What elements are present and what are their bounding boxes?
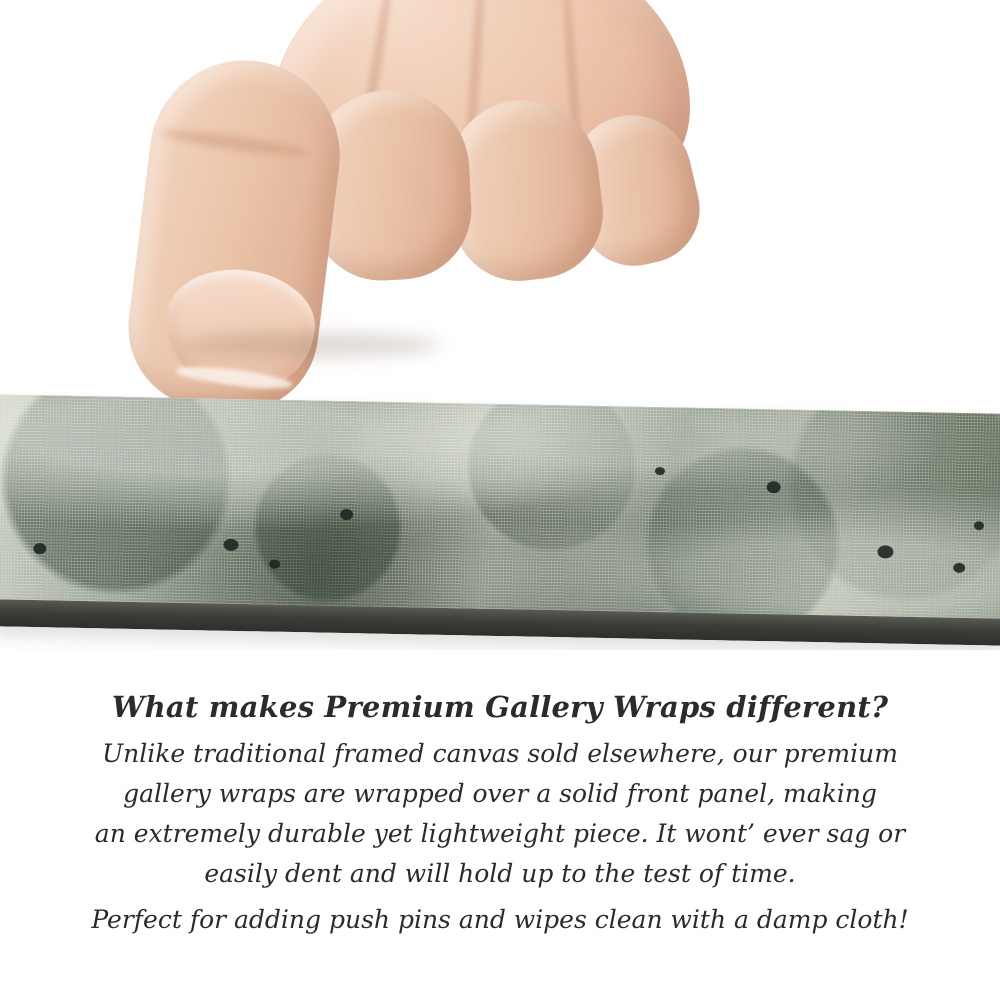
- caption-line-2: gallery wraps are wrapped over a solid front panel, making: [123, 779, 877, 808]
- caption-line-5: Perfect for adding push pins and wipes clean with a damp cloth!: [91, 905, 909, 934]
- caption-line-4: easily dent and will hold up to the test of time.: [204, 859, 796, 888]
- canvas-speck: [340, 509, 353, 520]
- gallery-wrap-canvas-edge: [0, 394, 1000, 645]
- canvas-speck: [655, 467, 665, 475]
- canvas-speck: [223, 539, 238, 551]
- canvas-speck: [767, 481, 781, 493]
- canvas-speck: [269, 560, 280, 569]
- promo-caption: [0, 690, 1000, 940]
- canvas-speck: [877, 545, 893, 558]
- canvas-weave-texture: [0, 394, 1000, 618]
- hand-shadow: [180, 332, 440, 358]
- caption-heading: What makes Premium Gallery Wraps different?: [111, 690, 889, 724]
- canvas-speck: [974, 521, 984, 530]
- hand-illustration: [120, 0, 680, 430]
- caption-line-3: an extremely durable yet lightweight piece. It wont’ ever sag or: [94, 819, 906, 848]
- caption-line-1: Unlike traditional framed canvas sold elsewhere, our premium: [102, 739, 898, 768]
- canvas-speck: [953, 563, 965, 573]
